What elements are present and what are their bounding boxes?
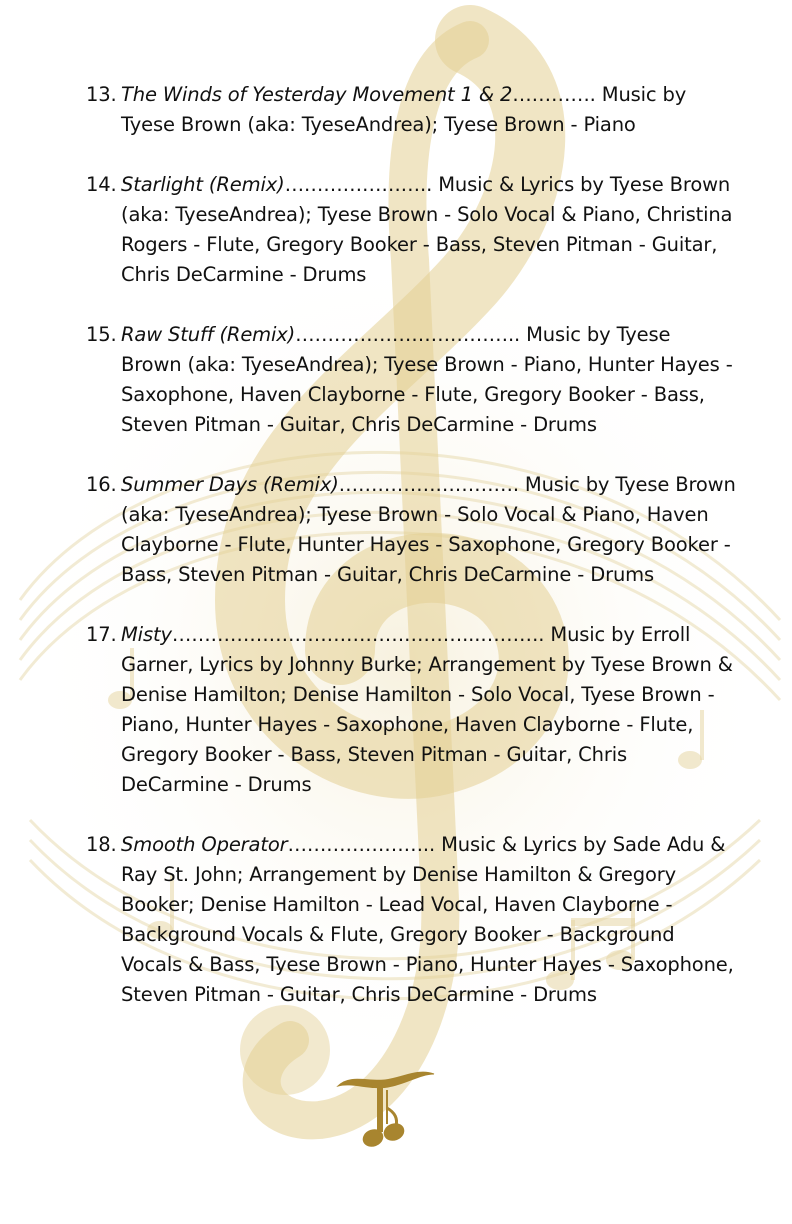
entry-leader: ………………………………………...………. <box>171 623 545 646</box>
entry-text <box>121 620 736 800</box>
entry-leader: ………………….. <box>287 833 436 856</box>
entry-leader: …………………………….. <box>295 323 521 346</box>
entry-credits: Music by Erroll Garner, Lyrics by Johnny Burke; Arrangement by Tyese Brown & Denise Hamilton; Denise Hamilton - Solo Vocal, Tyese Brown - Piano, Hunter Hayes - Saxophone, Haven Clayborne - Flute, Gregory Booker - Bass, Steven Pitman - Guitar, Chris DeCarmine - Drums <box>121 623 733 796</box>
entry-leader: ………………….. <box>284 173 433 196</box>
program-entry <box>86 320 736 440</box>
entry-title: Misty <box>121 623 172 646</box>
entry-number: 15. <box>86 323 117 346</box>
entry-title: Summer Days (Remix) <box>121 473 339 496</box>
program-entry <box>86 80 736 140</box>
entry-text <box>121 470 736 590</box>
entry-title: Smooth Operator <box>121 833 288 856</box>
entry-title: Raw Stuff (Remix) <box>121 323 296 346</box>
program-entry <box>86 620 736 800</box>
entry-number: 16. <box>86 473 117 496</box>
entry-credits: Music by Tyese Brown (aka: TyeseAndrea); Tyese Brown - Piano <box>121 83 687 136</box>
entry-credits: Music & Lyrics by Tyese Brown (aka: TyeseAndrea); Tyese Brown - Solo Vocal & Piano, Christina Rogers - Flute, Gregory Booker - Bass, Steven Pitman - Guitar, Chris DeCarmine - Drums <box>121 173 733 286</box>
entry-leader: …………. <box>512 83 596 106</box>
entry-credits: Music by Tyese Brown (aka: TyeseAndrea); Tyese Brown - Piano, Hunter Hayes - Saxophone, Haven Clayborne - Flute, Gregory Booker - Bass, Steven Pitman - Guitar, Chris DeCarmine - Drums <box>121 323 733 436</box>
entry-leader: ………………………. <box>338 473 519 496</box>
entry-title: The Winds of Yesterday Movement 1 & 2 <box>121 83 513 106</box>
entry-text <box>121 830 736 1010</box>
program-entry <box>86 170 736 290</box>
program-entry <box>86 470 736 590</box>
entry-number: 18. <box>86 833 117 856</box>
entry-number: 14. <box>86 173 117 196</box>
entry-text <box>121 320 736 440</box>
entry-title: Starlight (Remix) <box>121 173 285 196</box>
entry-text <box>121 170 736 290</box>
entry-number: 17. <box>86 623 117 646</box>
program-list <box>86 80 736 1040</box>
entry-credits: Music & Lyrics by Sade Adu & Ray St. John; Arrangement by Denise Hamilton & Gregory Booker; Denise Hamilton - Lead Vocal, Haven Clayborne - Background Vocals & Flute, Gregory Booker - Background Vocals & Bass, Tyese Brown - Piano, Hunter Hayes - Saxophone, Steven Pitman - Guitar, Chris DeCarmine - Drums <box>121 833 734 1006</box>
entry-credits: Music by Tyese Brown (aka: TyeseAndrea); Tyese Brown - Solo Vocal & Piano, Haven Clayborne - Flute, Hunter Hayes - Saxophone, Gregory Booker - Bass, Steven Pitman - Guitar, Chris DeCarmine - Drums <box>121 473 736 586</box>
entry-number: 13. <box>86 83 117 106</box>
music-note-monogram-icon <box>330 1060 440 1160</box>
program-entry <box>86 830 736 1010</box>
entry-text <box>121 80 736 140</box>
